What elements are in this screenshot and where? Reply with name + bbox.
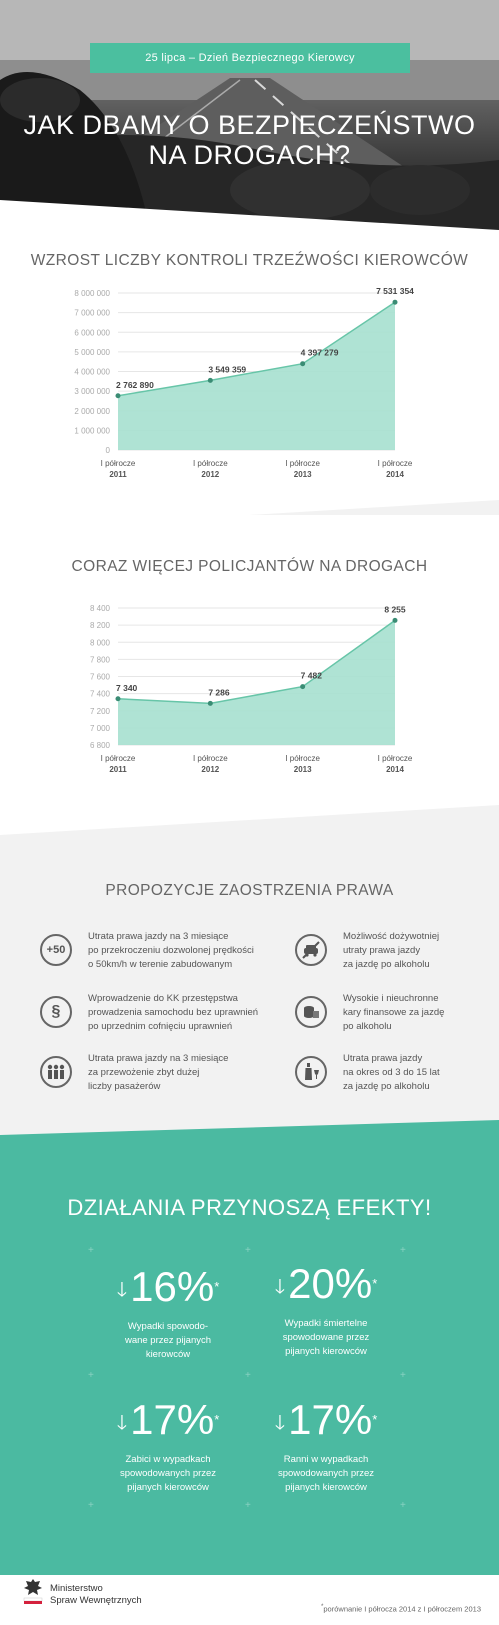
x-tick-label: 2014 <box>386 470 404 479</box>
y-tick-label: 7 600 <box>89 672 110 682</box>
stat-desc-line: pijanych kierowców <box>285 1481 367 1493</box>
decorative-plus: + <box>245 1500 251 1511</box>
proposal-text-line: Wysokie i nieuchronne <box>343 993 439 1004</box>
data-point <box>116 393 121 398</box>
footnote-star: * <box>320 1603 324 1610</box>
x-tick-label: I półrocze <box>192 754 228 763</box>
decorative-plus: + <box>400 1245 406 1256</box>
proposal-text-line: prowadzenia samochodu bez uprawnień <box>88 1007 259 1018</box>
arrow-down-icon: 🡓 <box>274 1275 286 1298</box>
proposal-text-line: za jazdę po alkoholu <box>343 1081 430 1092</box>
y-tick-label: 7 000 000 <box>74 308 110 318</box>
x-tick-label: I półrocze <box>192 459 228 468</box>
footnote-star: * <box>214 1279 220 1294</box>
stat-desc-line: kierowców <box>145 1348 191 1360</box>
proposal-text-line: na okres od 3 do 15 lat <box>343 1067 440 1078</box>
paragraph-icon: § <box>40 996 72 1028</box>
y-tick-label: 5 000 000 <box>74 347 110 357</box>
arrow-down-icon: 🡓 <box>116 1411 128 1434</box>
y-tick-label: 0 <box>105 446 110 455</box>
proposal-text-line: liczby pasażerów <box>88 1081 161 1092</box>
x-tick-label: 2014 <box>386 765 404 774</box>
data-point <box>208 701 213 706</box>
y-tick-label: 8 400 <box>89 604 110 613</box>
stat-desc-line: Zabici w wypadkach <box>125 1453 211 1465</box>
stat-value: 16% <box>130 1263 215 1310</box>
proposal-text-line: utraty prawa jazdy <box>343 945 421 956</box>
y-tick-label: 7 200 <box>89 706 110 716</box>
y-tick-label: 7 400 <box>89 689 110 699</box>
arrow-down-icon: 🡓 <box>274 1411 286 1434</box>
decorative-plus: + <box>245 1370 251 1381</box>
decorative-plus: + <box>88 1245 94 1256</box>
x-tick-label: 2013 <box>293 470 312 479</box>
data-point <box>393 300 398 305</box>
stat-value: 20% <box>288 1260 373 1307</box>
stat-desc-line: pijanych kierowców <box>127 1481 209 1493</box>
y-tick-label: 8 000 000 <box>74 289 110 298</box>
stat-desc-line: wane przez pijanych <box>124 1334 212 1346</box>
sobriety-checks-chart <box>0 280 499 505</box>
ministry-eagle-logo-icon <box>22 1577 44 1605</box>
stat-desc-line: spowodowanych przez <box>119 1467 217 1479</box>
data-label: 2 762 890 <box>116 379 154 390</box>
data-point <box>300 361 305 366</box>
data-label: 4 397 279 <box>300 347 339 358</box>
x-tick-label: I półrocze <box>377 754 413 763</box>
x-tick-label: I półrocze <box>285 459 321 468</box>
y-tick-label: 6 000 000 <box>74 328 110 338</box>
effects-title: DZIAŁANIA PRZYNOSZĄ EFEKTY! <box>67 1195 432 1220</box>
x-tick-label: I półrocze <box>285 754 321 763</box>
x-tick-label: 2013 <box>293 765 312 774</box>
x-tick-label: I półrocze <box>100 459 136 468</box>
x-tick-label: 2011 <box>109 765 127 774</box>
data-label: 8 255 <box>384 604 406 615</box>
footnote-star: * <box>214 1412 220 1427</box>
decorative-plus: + <box>88 1370 94 1381</box>
event-date-badge: 25 lipca – Dzień Bezpiecznego Kierowcy <box>90 43 410 73</box>
x-tick-label: I półrocze <box>377 459 413 468</box>
y-tick-label: 2 000 000 <box>74 406 110 416</box>
proposal-text-line: po przekroczeniu dozwolonej prędkości <box>88 945 254 956</box>
x-tick-label: 2011 <box>109 470 127 479</box>
proposal-text-line: za przewożenie zbyt dużej <box>88 1067 200 1078</box>
proposal-text-line: kary finansowe za jazdę <box>343 1007 445 1018</box>
y-tick-label: 4 000 000 <box>74 367 110 377</box>
hero-banner <box>0 0 499 230</box>
stat-desc-line: pijanych kierowców <box>285 1345 367 1357</box>
stat-desc-line: Wypadki spowodo- <box>127 1320 209 1332</box>
bottle-icon <box>295 1056 327 1088</box>
stat-fatal-accidents <box>226 1262 426 1359</box>
decorative-plus: + <box>400 1370 406 1381</box>
y-tick-label: 1 000 000 <box>74 426 110 436</box>
y-tick-label: 8 200 <box>89 621 110 631</box>
footnote-text: porównanie I półrocza 2014 z I półroczem 2013 <box>323 1604 481 1614</box>
y-tick-label: 8 000 <box>89 638 110 648</box>
passengers-icon <box>40 1056 72 1088</box>
stat-desc-line: Wypadki śmiertelne <box>284 1317 368 1329</box>
ministry-name-line: Spraw Wewnętrznych <box>50 1595 142 1606</box>
data-label: 7 482 <box>300 670 322 681</box>
stat-desc-line: spowodowane przez <box>282 1331 370 1343</box>
ministry-name <box>50 1583 142 1607</box>
ministry-name-line: Ministerstwo <box>50 1583 103 1594</box>
data-label: 7 531 354 <box>376 286 414 297</box>
data-label: 7 286 <box>208 687 230 698</box>
data-point <box>208 378 213 383</box>
data-point <box>393 618 398 623</box>
y-tick-label: 7 000 <box>89 723 110 733</box>
proposal-text-line: Utrata prawa jazdy <box>343 1053 423 1064</box>
data-label: 7 340 <box>116 682 138 693</box>
coins-icon <box>295 996 327 1028</box>
area-fill <box>118 620 395 745</box>
hero-title-line-2: NA DROGACH? <box>148 140 351 170</box>
proposal-text-line: za jazdę po alkoholu <box>343 959 430 970</box>
proposal-text-line: o 50km/h w terenie zabudowanym <box>88 959 233 970</box>
chart-1-title: WZROST LICZBY KONTROLI TRZEŹWOŚCI KIEROWCÓW <box>30 252 469 269</box>
police-officers-chart <box>0 595 499 805</box>
data-point <box>300 684 305 689</box>
proposal-text-line: Utrata prawa jazdy na 3 miesiące <box>88 1053 229 1064</box>
no-car-icon <box>295 934 327 966</box>
footnote <box>321 1603 481 1614</box>
y-tick-label: 3 000 000 <box>74 387 110 397</box>
proposal-text-line: po uprzednim cofnięciu uprawnień <box>88 1021 233 1032</box>
data-label: 3 549 359 <box>208 364 247 375</box>
hero-title-line-1: JAK DBAMY O BEZPIECZEŃSTWO <box>23 110 476 140</box>
hero-title <box>0 110 499 170</box>
area-fill <box>118 302 395 450</box>
decorative-plus: + <box>245 1245 251 1256</box>
stat-value: 17% <box>130 1396 215 1443</box>
proposals-title: PROPOZYCJE ZAOSTRZENIA PRAWA <box>105 882 394 899</box>
arrow-down-icon: 🡓 <box>116 1278 128 1301</box>
proposal-text-line: po alkoholu <box>343 1021 392 1032</box>
proposal-text-line: Możliwość dożywotniej <box>343 931 440 942</box>
footnote-star: * <box>372 1276 378 1291</box>
decorative-plus: + <box>400 1500 406 1511</box>
chart-2-title: CORAZ WIĘCEJ POLICJANTÓW NA DROGACH <box>71 558 428 575</box>
y-tick-label: 6 800 <box>89 741 110 750</box>
stat-value: 17% <box>288 1396 373 1443</box>
stat-injured <box>226 1398 426 1495</box>
stat-desc-line: spowodowanych przez <box>277 1467 375 1479</box>
decorative-plus: + <box>88 1500 94 1511</box>
x-tick-label: 2012 <box>201 470 220 479</box>
stat-desc-line: Ranni w wypadkach <box>283 1453 369 1465</box>
proposal-text-line: Wprowadzenie do KK przestępstwa <box>88 993 238 1004</box>
proposal-text-line: Utrata prawa jazdy na 3 miesiące <box>88 931 229 942</box>
data-point <box>116 696 121 701</box>
footnote-star: * <box>372 1412 378 1427</box>
y-tick-label: 7 800 <box>89 655 110 665</box>
x-tick-label: I półrocze <box>100 754 136 763</box>
x-tick-label: 2012 <box>201 765 220 774</box>
speed-limit-icon: +50 <box>40 934 72 966</box>
